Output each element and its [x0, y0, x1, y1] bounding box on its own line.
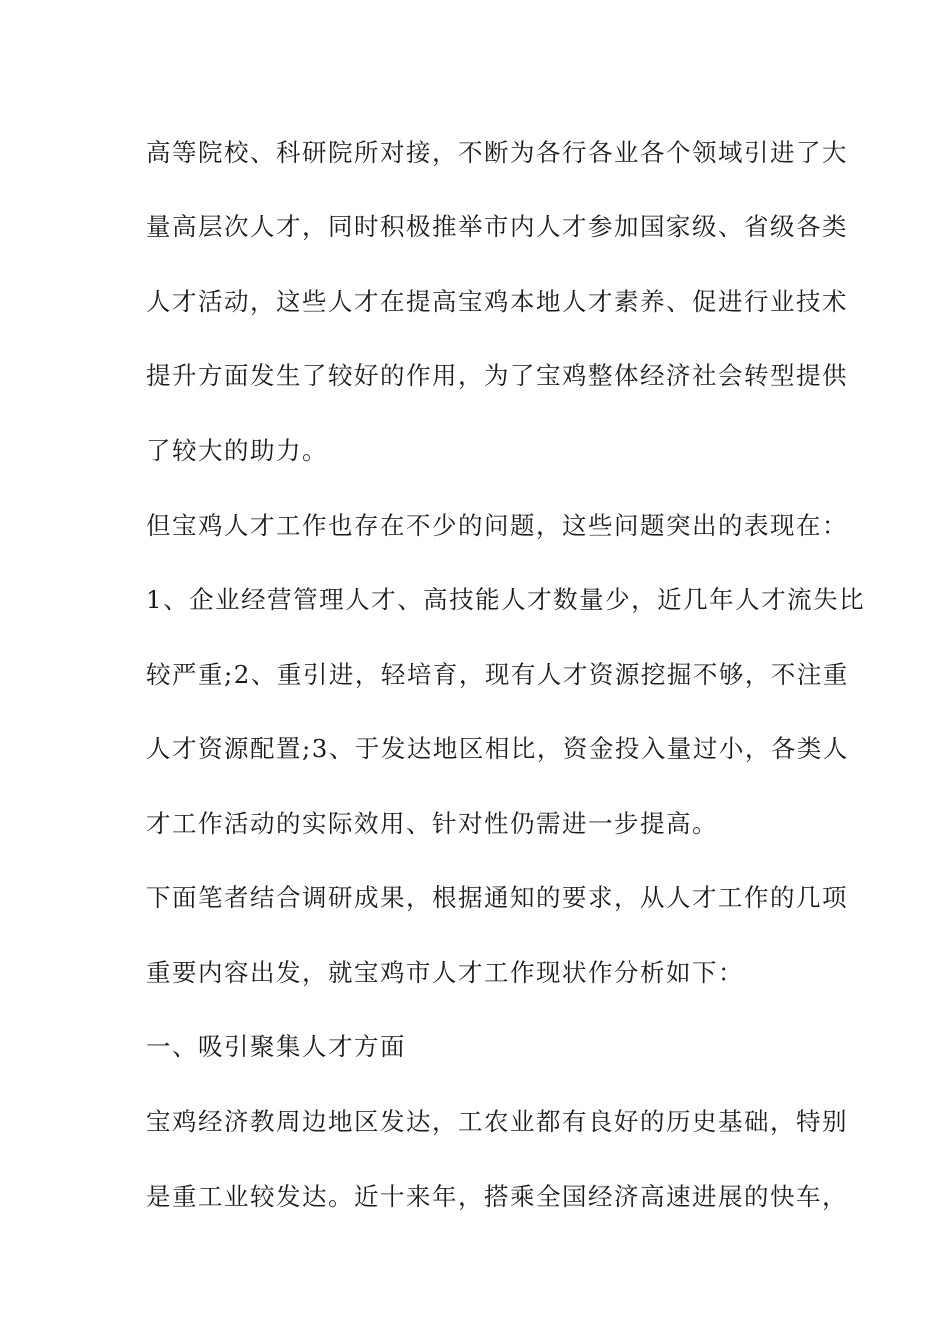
text-line: 1、企业经营管理人才、高技能人才数量少，近几年人才流失比	[146, 585, 866, 614]
text-line: 了较大的助力。	[146, 436, 328, 465]
text-line: 宝鸡经济教周边地区发达，工农业都有良好的历史基础，特别	[146, 1107, 848, 1136]
text-line: 高等院校、科研院所对接，不断为各行各业各个领域引进了大	[146, 138, 848, 167]
text-line: 是重工业较发达。近十来年，搭乘全国经济高速进展的快车，	[146, 1182, 848, 1211]
text-line: 但宝鸡人才工作也存在不少的问题，这些问题突出的表现在：	[146, 511, 848, 540]
text-line: 才工作活动的实际效用、针对性仍需进一步提高。	[146, 809, 718, 838]
text-line: 重要内容出发，就宝鸡市人才工作现状作分析如下：	[146, 958, 744, 987]
text-line: 较严重;2、重引进，轻培育，现有人才资源挖掘不够，不注重	[146, 660, 849, 689]
text-line: 提升方面发生了较好的作用，为了宝鸡整体经济社会转型提供	[146, 361, 848, 390]
text-line: 人才活动，这些人才在提高宝鸡本地人才素养、促进行业技术	[146, 287, 848, 316]
text-line: 人才资源配置;3、于发达地区相比，资金投入量过小，各类人	[146, 734, 849, 763]
text-line: 下面笔者结合调研成果，根据通知的要求，从人才工作的几项	[146, 883, 848, 912]
section-heading: 一、吸引聚集人才方面	[146, 1032, 406, 1061]
text-line: 量高层次人才，同时积极推举市内人才参加国家级、省级各类	[146, 212, 848, 241]
